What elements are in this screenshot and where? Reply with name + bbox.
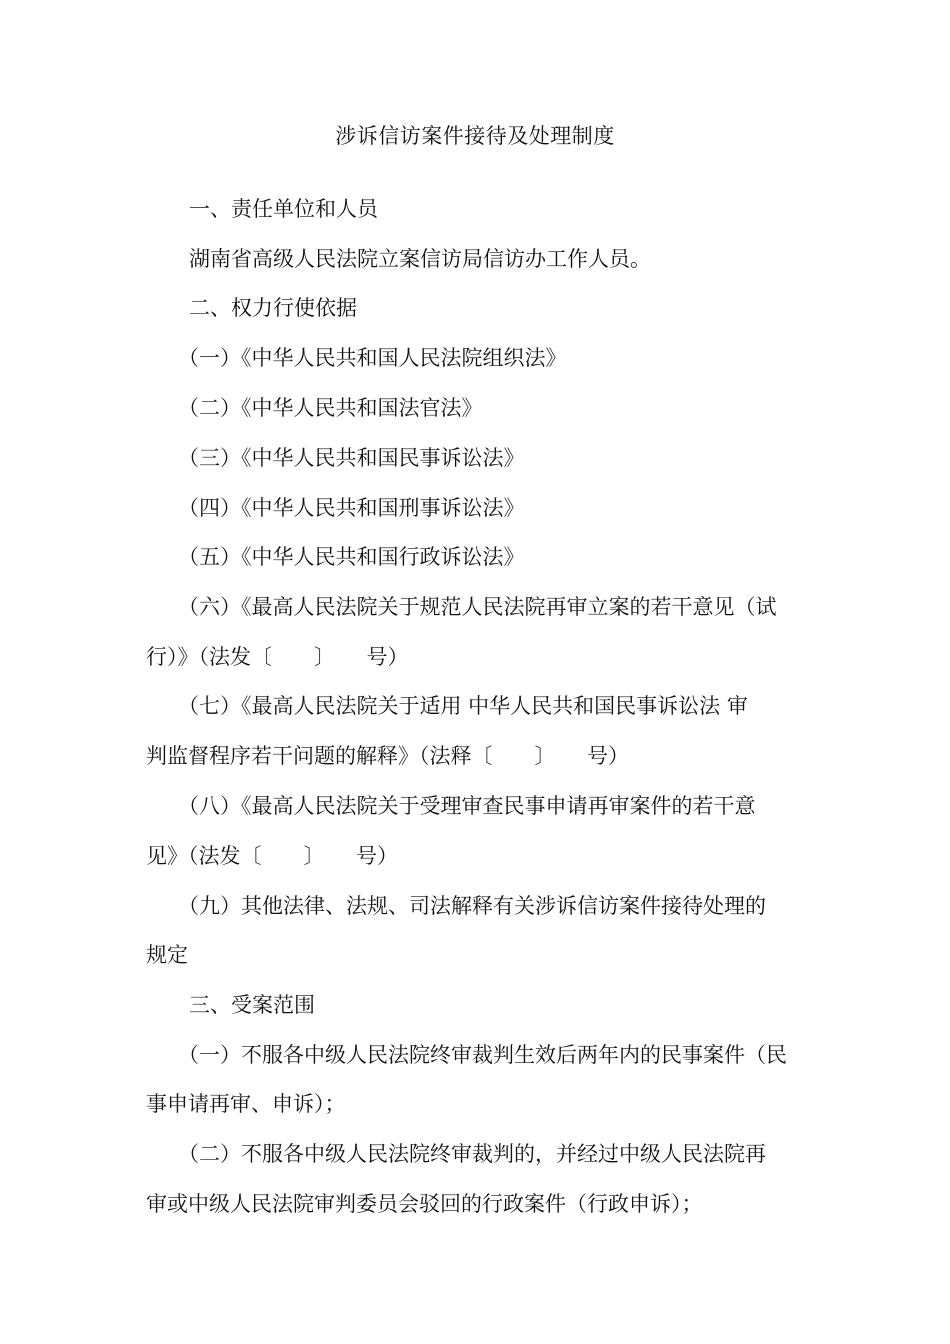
list-item: （五）《中华人民共和国行政诉讼法》 (178, 545, 525, 569)
list-item: （三）《中华人民共和国民事诉讼法》 (178, 446, 525, 470)
list-item: （九）其他法律、法规、司法解释有关涉诉信访案件接待处理的 (178, 894, 766, 918)
list-item-continuation: 见》（法发〔 〕 号） (146, 844, 398, 868)
list-item: （一）《中华人民共和国人民法院组织法》 (178, 346, 567, 370)
list-item: （六）《最高人民法院关于规范人民法院再审立案的若干意见（试 (178, 595, 777, 619)
list-item-continuation: 审或中级人民法院审判委员会驳回的行政案件（行政申诉）； (146, 1192, 703, 1216)
paragraph: 湖南省高级人民法院立案信访局信访办工作人员。 (189, 247, 651, 271)
list-item: （二）《中华人民共和国法官法》 (178, 396, 483, 420)
list-item: （二）不服各中级人民法院终审裁判的，并经过中级人民法院再 (178, 1142, 766, 1166)
list-item: （一）不服各中级人民法院终审裁判生效后两年内的民事案件（民 (178, 1043, 787, 1067)
list-item-continuation: 事申请再审、申诉）； (146, 1092, 346, 1116)
list-item: （八）《最高人民法院关于受理审查民事申请再审案件的若干意 (178, 794, 756, 818)
list-item-continuation: 行）》（法发〔 〕 号） (146, 645, 409, 669)
list-item: （四）《中华人民共和国刑事诉讼法》 (178, 496, 525, 520)
document-title: 涉诉信访案件接待及处理制度 (335, 124, 615, 148)
list-item: （七）《最高人民法院关于适用 中华人民共和国民事诉讼法 审 (178, 694, 748, 718)
section-heading: 一、责任单位和人员 (189, 197, 378, 221)
list-item-continuation: 规定 (146, 943, 188, 967)
section-heading: 二、权力行使依据 (189, 296, 357, 320)
list-item-continuation: 判监督程序若干问题的解释》（法释〔 〕 号） (146, 744, 629, 768)
section-heading: 三、受案范围 (189, 993, 315, 1017)
